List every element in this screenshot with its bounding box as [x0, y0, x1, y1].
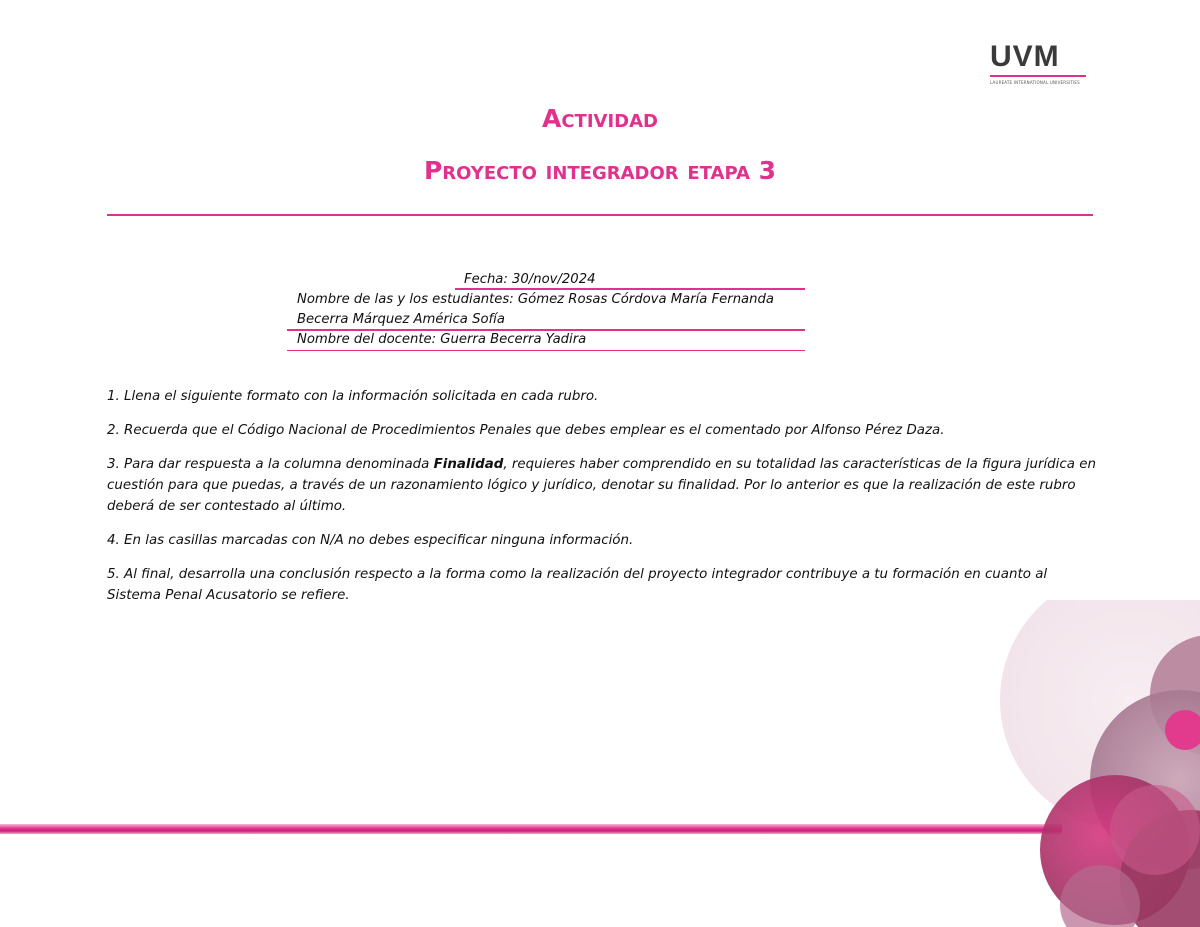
logo-tagline: LAUREATE INTERNATIONAL UNIVERSITIES — [990, 80, 1080, 85]
logo-letters: UVM — [990, 40, 1060, 73]
instruction-item-1: 1. Llena el siguiente formato con la información solicitada en cada rubro. — [107, 389, 599, 404]
footer-pink-bar — [0, 824, 1062, 834]
instruction-3-post: , requieres haber comprendido en su totalidad las características de la figura jurídica en cuestión para que puedas, a través de un razonamiento lógico y jurídico, denotar su finalidad. Por lo anterior es que la realización de este rubro deberá de ser contestado al último. — [107, 457, 1096, 514]
students-text-1: Nombre de las y los estudiantes: Gómez Rosas Córdova María Fernanda — [297, 292, 774, 307]
docente-row — [297, 330, 805, 350]
info-block — [297, 270, 805, 350]
instruction-item-4: 4. En las casillas marcadas con N/A no debes especificar ninguna información. — [107, 533, 634, 548]
docente-underline — [287, 350, 805, 351]
instruction-item-5: 5. Al final, desarrolla una conclusión respecto a la forma como la realización del proyecto integrador contribuye a tu formación en cuanto al Sistema Penal Acusatorio se refiere. — [107, 567, 1048, 603]
students-row-2 — [297, 310, 805, 330]
document-subtitle: Proyecto integrador etapa 3 — [423, 156, 777, 185]
students-row-1 — [297, 290, 805, 310]
students-text-2: Becerra Márquez América Sofía — [297, 312, 505, 327]
uvm-logo — [990, 42, 1090, 86]
instructions-list — [107, 386, 1097, 619]
instruction-item-2: 2. Recuerda que el Código Nacional de Procedimientos Penales que debes emplear es el comentado por Alfonso Pérez Daza. — [107, 423, 945, 438]
title-divider — [107, 214, 1093, 216]
instruction-item-3 — [107, 454, 1097, 517]
instruction-3-bold: Finalidad — [433, 457, 504, 472]
fecha-row — [297, 270, 805, 290]
logo-underline — [990, 75, 1086, 77]
decorative-circles — [980, 600, 1200, 927]
document-title: Actividad — [542, 104, 658, 133]
docente-text: Nombre del docente: Guerra Becerra Yadira — [297, 332, 587, 347]
fecha-text: Fecha: 30/nov/2024 — [464, 272, 596, 287]
instruction-3-pre: 3. Para dar respuesta a la columna denominada — [107, 457, 434, 472]
